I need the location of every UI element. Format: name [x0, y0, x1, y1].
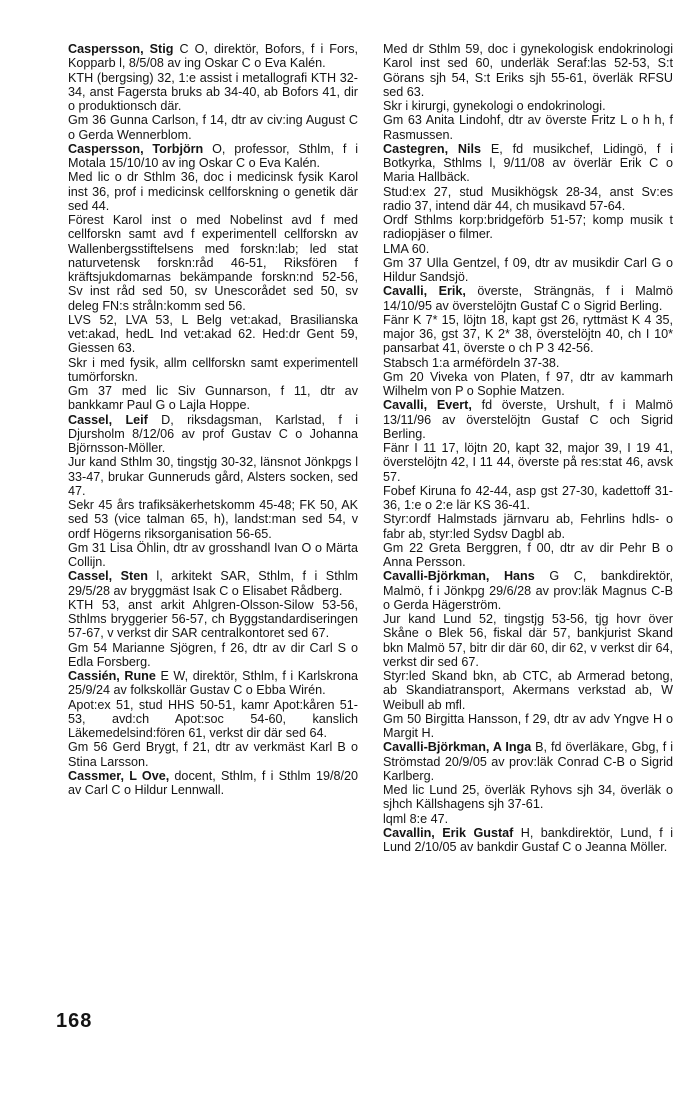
biography-entry: [383, 569, 673, 740]
entry-text: B, fd överläkare, Gbg, f i Strömstad 20/9/05 av prov:läk Conrad C-B o Sigrid Karlberg. Med lic Lund 25, överläk Ryhovs sjh 34, överläk o sjhch Källshagens sjh 37-61. lqml 8:e 47.: [383, 740, 673, 826]
entry-text: E W, direktör, Sthlm, f i Karlskrona 25/9/24 av folkskollär Gustav C o Ebba Wirén. Apot:ex 51, stud HHS 50-51, kamr Apot:kåren 51-53, avd:ch Apot:soc 54-60, kanslich Läkemedelsind:fören 61, verkst dir där sed 64. Gm 56 Gerd Brygt, f 21, dtr av verkmäst Karl B o Stina Larsson.: [68, 669, 358, 769]
entry-name: Cavalli-Björkman, A Inga: [383, 740, 532, 755]
biography-entry: [68, 669, 358, 769]
biography-entry: [68, 42, 358, 142]
biography-entry: [68, 769, 358, 798]
entry-name: Castegren, Nils: [383, 141, 482, 156]
entry-text: D, riksdagsman, Karlstad, f i Djursholm 8/12/06 av prof Gustav C o Johanna Björnsson-Möller. Jur kand Sthlm 30, tingstjg 30-32, länsnot Jönkpgs l 33-47, brukar Gunneruds gård, Alsters socken, sed 47. Sekr 45 års trafiksäkerhetskomm 45-48; FK 50, AK sed 53 (vice talman 65, h), landst:man sed 54, v ordf Högerns riksorganisation 56-65. Gm 31 Lisa Öhlin, dtr av grosshandl Ivan O o Märta Collijn.: [68, 412, 358, 569]
entry-text: G C, bankdirektör, Malmö, f i Jönkpg 29/6/28 av prov:läk Magnus C-B o Gerda Hägerström. Jur kand Lund 52, tingstjg 53-56, tjg hovr över Skåne o Blek 56, fiskal där 57, bankjurist Skand bkn Malmö 57, bitr dir där 60, dir 62, v verkst dir 64, verkst dir sed 67. Styr:led Skand bkn, ab CTC, ab Armerad betong, ab Skandiatransport, Akermans verkstad ab, W Weibull ab mfl. Gm 50 Birgitta Hansson, f 29, dtr av adv Yngve H o Margit H.: [383, 569, 673, 740]
entry-text: fd överste, Urshult, f i Malmö 13/11/96 av överstelöjtn Gustaf C och Sigrid Berling. Fänr I 11 17, löjtn 20, kapt 32, major 39, I 19 41, överstelöjtn 42, I 11 44, överste på res:stat 46, avsk 57. Fobef Kiruna fo 42-44, asp gst 27-30, kadettoff 31-36, 1:e o 2:e lär KS 36-41. Styr:ordf Halmstads järnvaru ab, Fehrlins hdls- o fabr ab, styr:led Sydsv Dagbl ab. Gm 22 Greta Berggren, f 00, dtr av dir Pehr B o Anna Persson.: [383, 398, 673, 569]
left-column: [68, 42, 358, 797]
entry-name: Cavalli-Björkman, Hans: [383, 569, 535, 584]
entry-name: Cassel, Sten: [68, 569, 148, 584]
biography-entry: [383, 284, 673, 398]
entry-text: E, fd musikchef, Lidingö, f i Botkyrka, Sthlms l, 9/11/08 av överlär Erik C o Maria Hallbäck. Stud:ex 27, stud Musikhögsk 28-34, anst Sv:es radio 37, intend där 44, ch musikavd 57-64. Ordf Sthlms korp:bridgeförb 51-57; komp musik t radiopjäser o filmer. LMA 60. Gm 37 Ulla Gentzel, f 09, dtr av musikdir Carl G o Hildur Sandsjö.: [383, 141, 674, 284]
entry-name: Caspersson, Stig: [68, 42, 174, 56]
biography-entry: [383, 826, 673, 855]
biography-entry: [68, 569, 358, 669]
biography-entry: [383, 740, 673, 826]
biography-entry: [383, 142, 673, 285]
entry-name: Cavallin, Erik Gustaf: [383, 825, 514, 840]
entry-text: l, arkitekt SAR, Sthlm, f i Sthlm 29/5/28 av bryggmäst Isak C o Elisabet Rådberg. KTH 53, anst arkit Ahlgren-Olsson-Silow 53-56, Sthlms bryggerier 56-57, ch Byggstandardiseringen 57-67, v verkst dir SAR centralkontoret sed 67. Gm 54 Marianne Sjögren, f 26, dtr av dir Carl S o Edla Forsberg.: [68, 569, 358, 669]
entry-text: H, bankdirektör, Lund, f i Lund 2/10/05 av bankdir Gustaf C o Jeanna Möller.: [383, 825, 673, 854]
right-column: [383, 42, 673, 854]
entry-text: överste, Strängnäs, f i Malmö 14/10/95 av överstelöjtn Gustaf C o Sigrid Berling. Fänr K 7* 15, löjtn 18, kapt gst 26, ryttmäst K 4 35, major 36, gst 37, K 2* 38, överstelöjtn 40, ch I 10* pansarbat 41, överste o ch P 3 42-56. Stabsch 1:a arméfördeln 37-38. Gm 20 Viveka von Platen, f 97, dtr av kammarh Wilhelm von P o Sophie Matzen.: [383, 284, 673, 398]
biography-entry: [383, 398, 673, 569]
entry-text: O, professor, Sthlm, f i Motala 15/10/10 av ing Oskar C o Eva Kalén. Med lic o dr Sthlm 36, doc i medicinsk fysik Karol inst 36, prof i medicinsk cellforskning o genetik där sed 44. Förest Karol inst o med Nobelinst avd f med cellforskn samt avd f experimentell cellforskn av Wallenbergsstiftelsens med forskn:lab; led stat naturvetensk forskn:råd 46-51, Riksfören f kräftsjukdomarnas bekämpande forskn:nd 52-56, Sv inst råd sed 50, sv Unescorådet sed 50, sv deleg FN:s stråln:komm sed 56. LVS 52, LVA 53, L Belg vet:akad, Brasilianska vet:akad, hedL Ind vet:akad 62. Hed:dr Gent 59, Giessen 63. Skr i med fysik, allm cellforskn samt experimentell tumörforskn. Gm 37 med lic Siv Gunnarson, f 11, dtr av bankkamr Paul G o Lajla Hoppe.: [68, 141, 359, 413]
biography-entry: [68, 142, 358, 413]
entry-name: Caspersson, Torbjörn: [68, 141, 204, 156]
biography-entry: [383, 42, 673, 142]
entry-text: C O, direktör, Bofors, f i Fors, Kopparb l, 8/5/08 av ing Oskar C o Eva Kalén. KTH (bergsing) 32, 1:e assist i metallografi KTH 32-34, anst Fagersta bruks ab 34-40, ab Bofors 41, dir o produktionsch där. Gm 36 Gunna Carlson, f 14, dtr av civ:ing August C o Gerda Wennerblom.: [68, 42, 358, 142]
entry-text: docent, Sthlm, f i Sthlm 19/8/20 av Carl C o Hildur Lennwall.: [68, 768, 358, 797]
entry-name: Cassmer, L Ove,: [68, 768, 170, 783]
entry-text: Med dr Sthlm 59, doc i gynekologisk endokrinologi Karol inst sed 60, underläk Seraf:las 52-53, S:t Görans sjh 54, S:t Eriks sjh 55-61, överläk RFSU sed 63. Skr i kirurgi, gynekologi o endokrinologi. Gm 63 Anita Lindohf, dtr av överste Fritz L o h h, f Rasmussen.: [383, 42, 673, 142]
page-number: 168: [56, 1010, 93, 1032]
entry-name: Cassel, Leif: [68, 412, 148, 427]
entry-name: Cavalli, Evert,: [383, 398, 472, 413]
entry-name: Cassién, Rune: [68, 669, 156, 683]
biography-entry: [68, 413, 358, 570]
entry-name: Cavalli, Erik,: [383, 284, 466, 299]
